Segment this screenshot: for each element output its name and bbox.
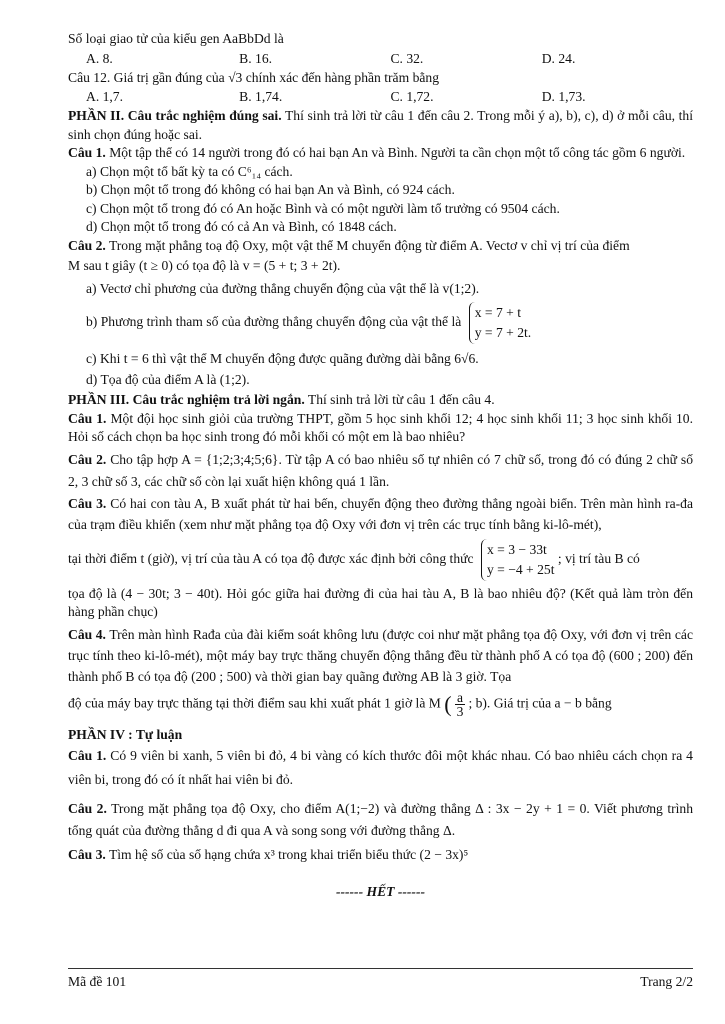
p2q2-equation-system bbox=[469, 302, 532, 344]
p3q4-fraction bbox=[455, 691, 465, 718]
p2q2-stem-line1: Trong mặt phẳng toạ độ Oxy, một vật thể M chuyển động từ điểm A. Vectơ v chỉ vị trí của điểm bbox=[108, 237, 630, 253]
p2q2-label: Câu 2. bbox=[68, 237, 106, 253]
p3q3-eq-x: x = 3 − 33t bbox=[486, 541, 547, 557]
p3q4-frac-den: 3 bbox=[456, 703, 464, 719]
part2-header bbox=[68, 107, 693, 144]
p3q1-text: Một đội học sinh giỏi của trường THPT, gồm 5 học sinh khối 12; 4 học sinh khối 11; 3 học sinh khối 10. Hỏi số cách chọn ba học sinh trong đó mỗi khối có một em là bao nhiêu? bbox=[68, 410, 693, 444]
p3q2-text: Cho tập hợp A = {1;2;3;4;5;6}. Từ tập A có bao nhiêu số tự nhiên có 7 chữ số, trong đó có đúng 2 chữ số 2, 3 chữ số 3, các chữ số còn lại xuất hiện không quá 1 lần. bbox=[68, 451, 693, 489]
p4-question-3 bbox=[68, 846, 693, 865]
p3-question-3 bbox=[68, 493, 693, 535]
p2-question-2 bbox=[68, 237, 693, 256]
p2q2-item-c[interactable]: c) Khi t = 6 thì vật thể M chuyển động được quãng đường dài bằng 6√6. bbox=[86, 351, 479, 366]
p4-question-2 bbox=[68, 798, 693, 842]
p3q1-label: Câu 1. bbox=[68, 410, 107, 426]
p2q2-stem-line2: M sau t giây (t ≥ 0) có tọa độ là v = (5 + t; 3 + 2t). bbox=[68, 258, 341, 273]
p3q4-text2: độ của máy bay trực thăng tại thời điểm sau khi xuất phát 1 giờ là M bbox=[68, 695, 441, 711]
end-mark: ------ HẾT ------ bbox=[335, 883, 426, 899]
p3q3-text3: ; vị trí tàu B có bbox=[557, 550, 640, 566]
p4q1-text: Có 9 viên bi xanh, 5 viên bi đỏ, 4 bi vàng có kích thước đôi một khác nhau. Có bao nhiêu cách chọn ra 4 viên bi, trong đó có ít nhất hai viên bi đỏ. bbox=[68, 748, 693, 787]
q12-options bbox=[68, 87, 693, 107]
p2q1-item-d[interactable]: d) Chọn một tổ trong đó có cả An và Bình, có 1848 cách. bbox=[86, 219, 397, 234]
part2-intro: Thí sinh trả lời từ câu 1 đến câu 2. Trong mỗi ý a), b), c), d) ở mỗi câu, thí sinh chọn đúng hoặc sai. bbox=[68, 108, 693, 142]
p4-question-1 bbox=[68, 744, 693, 792]
p3-question-4 bbox=[68, 624, 693, 687]
part4-title: PHẦN IV : Tự luận bbox=[68, 726, 183, 742]
p2q2-item-b-text: b) Phương trình tham số của đường thẳng chuyển động của vật thể là bbox=[86, 314, 462, 330]
page-number: Trang 2/2 bbox=[640, 974, 693, 989]
q11-option-c[interactable]: C. 32. bbox=[390, 50, 424, 66]
p2q2-item-b[interactable] bbox=[68, 302, 693, 344]
p3q4-coord-line bbox=[68, 691, 693, 718]
p4q3-text: Tìm hệ số của số hạng chứa x³ trong khai triển biểu thức (2 − 3x)⁵ bbox=[108, 847, 469, 862]
p3q3-eq-y: y = −4 + 25t bbox=[486, 561, 555, 577]
q11-option-b[interactable]: B. 16. bbox=[239, 50, 273, 66]
exam-page bbox=[68, 30, 693, 901]
p4q3-label: Câu 3. bbox=[68, 847, 106, 862]
p3q4-text1: Trên màn hình Rađa của đài kiểm soát không lưu (được coi như mặt phẳng tọa độ Oxy, với đơn vị trên các trục tính theo ki-lô-mét), một máy bay trực thăng chuyển động thẳng đều từ thành phố A có tọa độ (600 ; 200) đến thành phố B có tọa độ (200 ; 500) và thời gian bay quãng đường AB là 3 giờ. Tọa bbox=[68, 626, 693, 684]
p3q3-text4: tọa độ là (4 − 30t; 3 − 40t). Hỏi góc giữa hai đường đi của hai tàu A, B là bao nhiêu độ? (Kết quả làm tròn đến hàng phần chục) bbox=[68, 585, 693, 619]
p3q4-text3: ; b). Giá trị của a − b bằng bbox=[468, 695, 612, 711]
q12-stem: Câu 12. Giá trị gần đúng của √3 chính xác đến hàng phần trăm bằng bbox=[68, 69, 439, 85]
exam-code: Mã đề 101 bbox=[68, 974, 127, 989]
p3q3-text2: tại thời điểm t (giờ), vị trí của tàu A có tọa độ được xác định bởi công thức bbox=[68, 550, 474, 566]
p3q4-frac-num: a bbox=[456, 689, 464, 705]
p2q1-label: Câu 1. bbox=[68, 145, 106, 160]
p4q1-label: Câu 1. bbox=[68, 748, 107, 763]
p2q1-item-b[interactable]: b) Chọn một tổ trong đó không có hai bạn An và Bình, có 924 cách. bbox=[86, 182, 455, 197]
p3q3-equation-system bbox=[481, 539, 555, 581]
q12-option-b[interactable]: B. 1,74. bbox=[239, 89, 283, 104]
p2q2-item-a[interactable]: a) Vectơ chỉ phương của đường thẳng chuyển động của vật thể là v(1;2). bbox=[86, 280, 480, 296]
p3q2-label: Câu 2. bbox=[68, 451, 107, 467]
part3-header bbox=[68, 391, 693, 410]
q12-option-c[interactable]: C. 1,72. bbox=[390, 89, 434, 104]
q11-options bbox=[68, 49, 693, 69]
part3-title: PHẦN III. Câu trắc nghiệm trả lời ngắn. bbox=[68, 392, 305, 407]
p4q2-text: Trong mặt phẳng tọa độ Oxy, cho điểm A(1;−2) và đường thẳng Δ : 3x − 2y + 1 = 0. Viết phương trình tổng quát của đường thẳng d đi qua A và song song với đường thẳng Δ. bbox=[68, 801, 693, 838]
q12-option-d[interactable]: D. 1,73. bbox=[541, 89, 586, 104]
p2q2-eq-y: y = 7 + 2t. bbox=[474, 325, 532, 340]
part3-intro: Thí sinh trả lời từ câu 1 đến câu 4. bbox=[307, 392, 495, 407]
p3q3-formula-line bbox=[68, 539, 693, 581]
p2q1-item-a[interactable]: a) Chọn một tổ bất kỳ ta có C⁶₁₄ cách. bbox=[86, 163, 293, 179]
p2q1-stem: Một tập thể có 14 người trong đó có hai bạn An và Bình. Người ta cần chọn một tổ công tác gồm 6 người. bbox=[109, 145, 686, 160]
page-footer bbox=[68, 968, 693, 990]
p2q2-item-d[interactable]: d) Tọa độ của điểm A là (1;2). bbox=[86, 371, 250, 387]
q11-option-a[interactable]: A. 8. bbox=[86, 50, 113, 66]
p2q1-item-c[interactable]: c) Chọn một tổ trong đó có An hoặc Bình và có một người làm tổ trưởng có 9504 cách. bbox=[86, 200, 560, 216]
part2-title: PHẦN II. Câu trắc nghiệm đúng sai. bbox=[68, 108, 282, 123]
p3-question-2 bbox=[68, 449, 693, 493]
p4q2-label: Câu 2. bbox=[68, 801, 107, 816]
q12-option-a[interactable]: A. 1,7. bbox=[86, 89, 124, 104]
q11-option-d[interactable]: D. 24. bbox=[541, 50, 576, 66]
p3q4-label: Câu 4. bbox=[68, 626, 106, 642]
p2-question-1 bbox=[68, 144, 693, 163]
p3q3-label: Câu 3. bbox=[68, 495, 107, 511]
p3q3-text1: Có hai con tàu A, B xuất phát từ hai bến, chuyển động theo đường thẳng ngoài biển. Trên màn hình ra-đa của trạm điều khiển (xem như mặt phẳng tọa độ Oxy với đơn vị trên các trục tính bằng ki-lô-mét), bbox=[68, 495, 693, 532]
p2q2-eq-x: x = 7 + t bbox=[474, 305, 522, 320]
p3q4-open-paren: ( bbox=[444, 690, 452, 716]
p3-question-1 bbox=[68, 410, 693, 447]
q11-stem: Số loại giao tử của kiểu gen AaBbDd là bbox=[68, 31, 284, 46]
